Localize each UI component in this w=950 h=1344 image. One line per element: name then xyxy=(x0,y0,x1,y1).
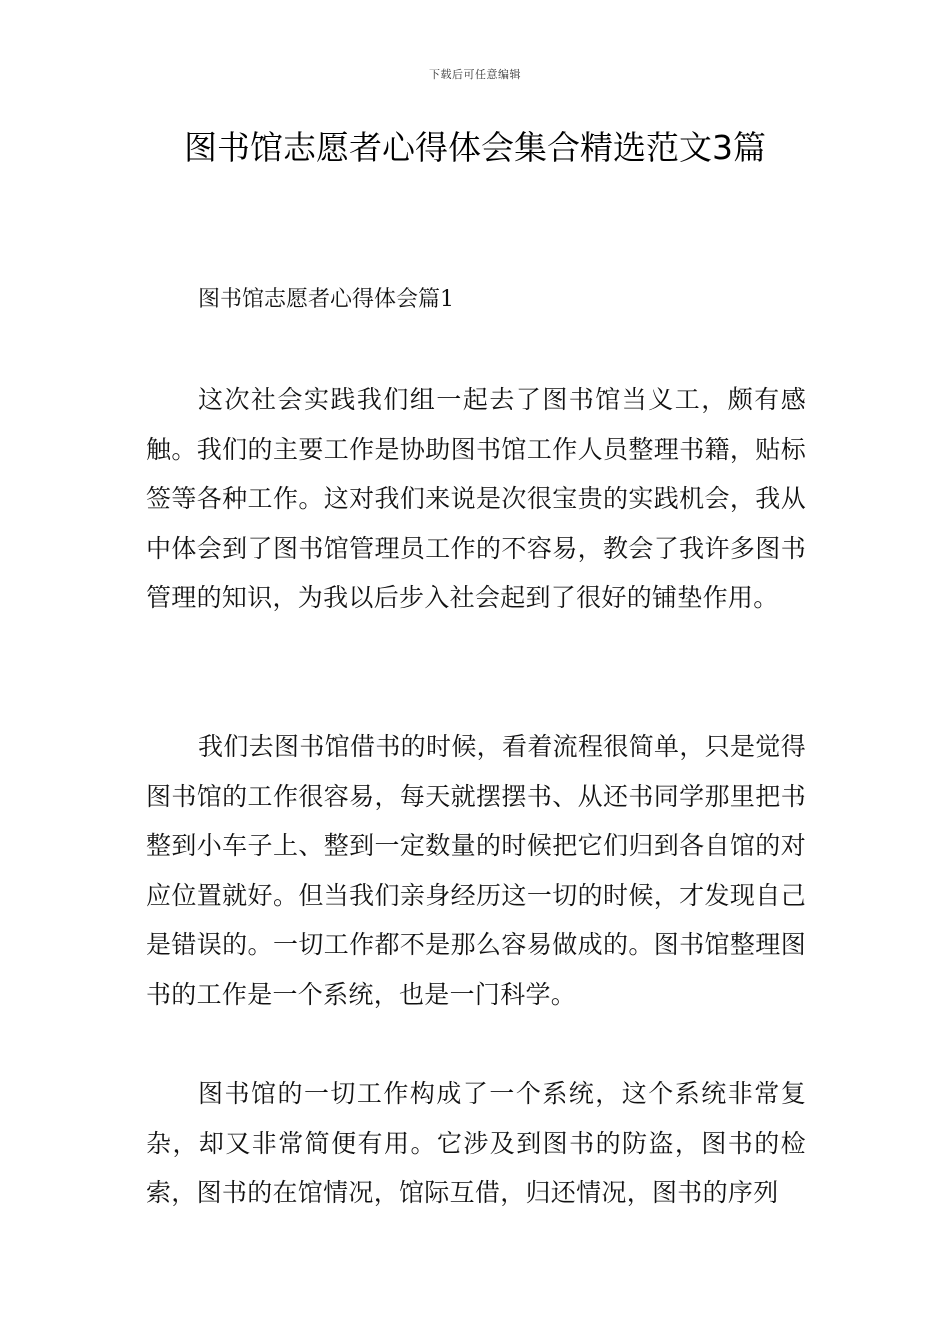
paragraph-3: 图书馆的一切工作构成了一个系统，这个系统非常复杂，却又非常简便有用。它涉及到图书的防盗，图书的检索，图书的在馆情况，馆际互借，归还情况，图书的序列 xyxy=(146,1079,806,1207)
paragraph-2: 我们去图书馆借书的时候，看着流程很简单，只是觉得图书馆的工作很容易，每天就摆摆书、从还书同学那里把书整到小车子上、整到一定数量的时候把它们归到各自馆的对应位置就好。但当我们亲身经历这一切的时候，才发现自己是错误的。一切工作都不是那么容易做成的。图书馆整理图书的工作是一个系统，也是一门科学。 xyxy=(146,732,806,1009)
header-note: 下载后可任意编辑 xyxy=(429,68,521,81)
paragraph-1: 这次社会实践我们组一起去了图书馆当义工，颇有感触。我们的主要工作是协助图书馆工作人员整理书籍，贴标签等各种工作。这对我们来说是次很宝贵的实践机会，我从中体会到了图书馆管理员工作的不容易，教会了我许多图书管理的知识，为我以后步入社会起到了很好的铺垫作用。 xyxy=(146,385,806,612)
document-title: 图书馆志愿者心得体会集合精选范文3篇 xyxy=(184,128,766,167)
section-heading: 图书馆志愿者心得体会篇1 xyxy=(198,287,454,312)
